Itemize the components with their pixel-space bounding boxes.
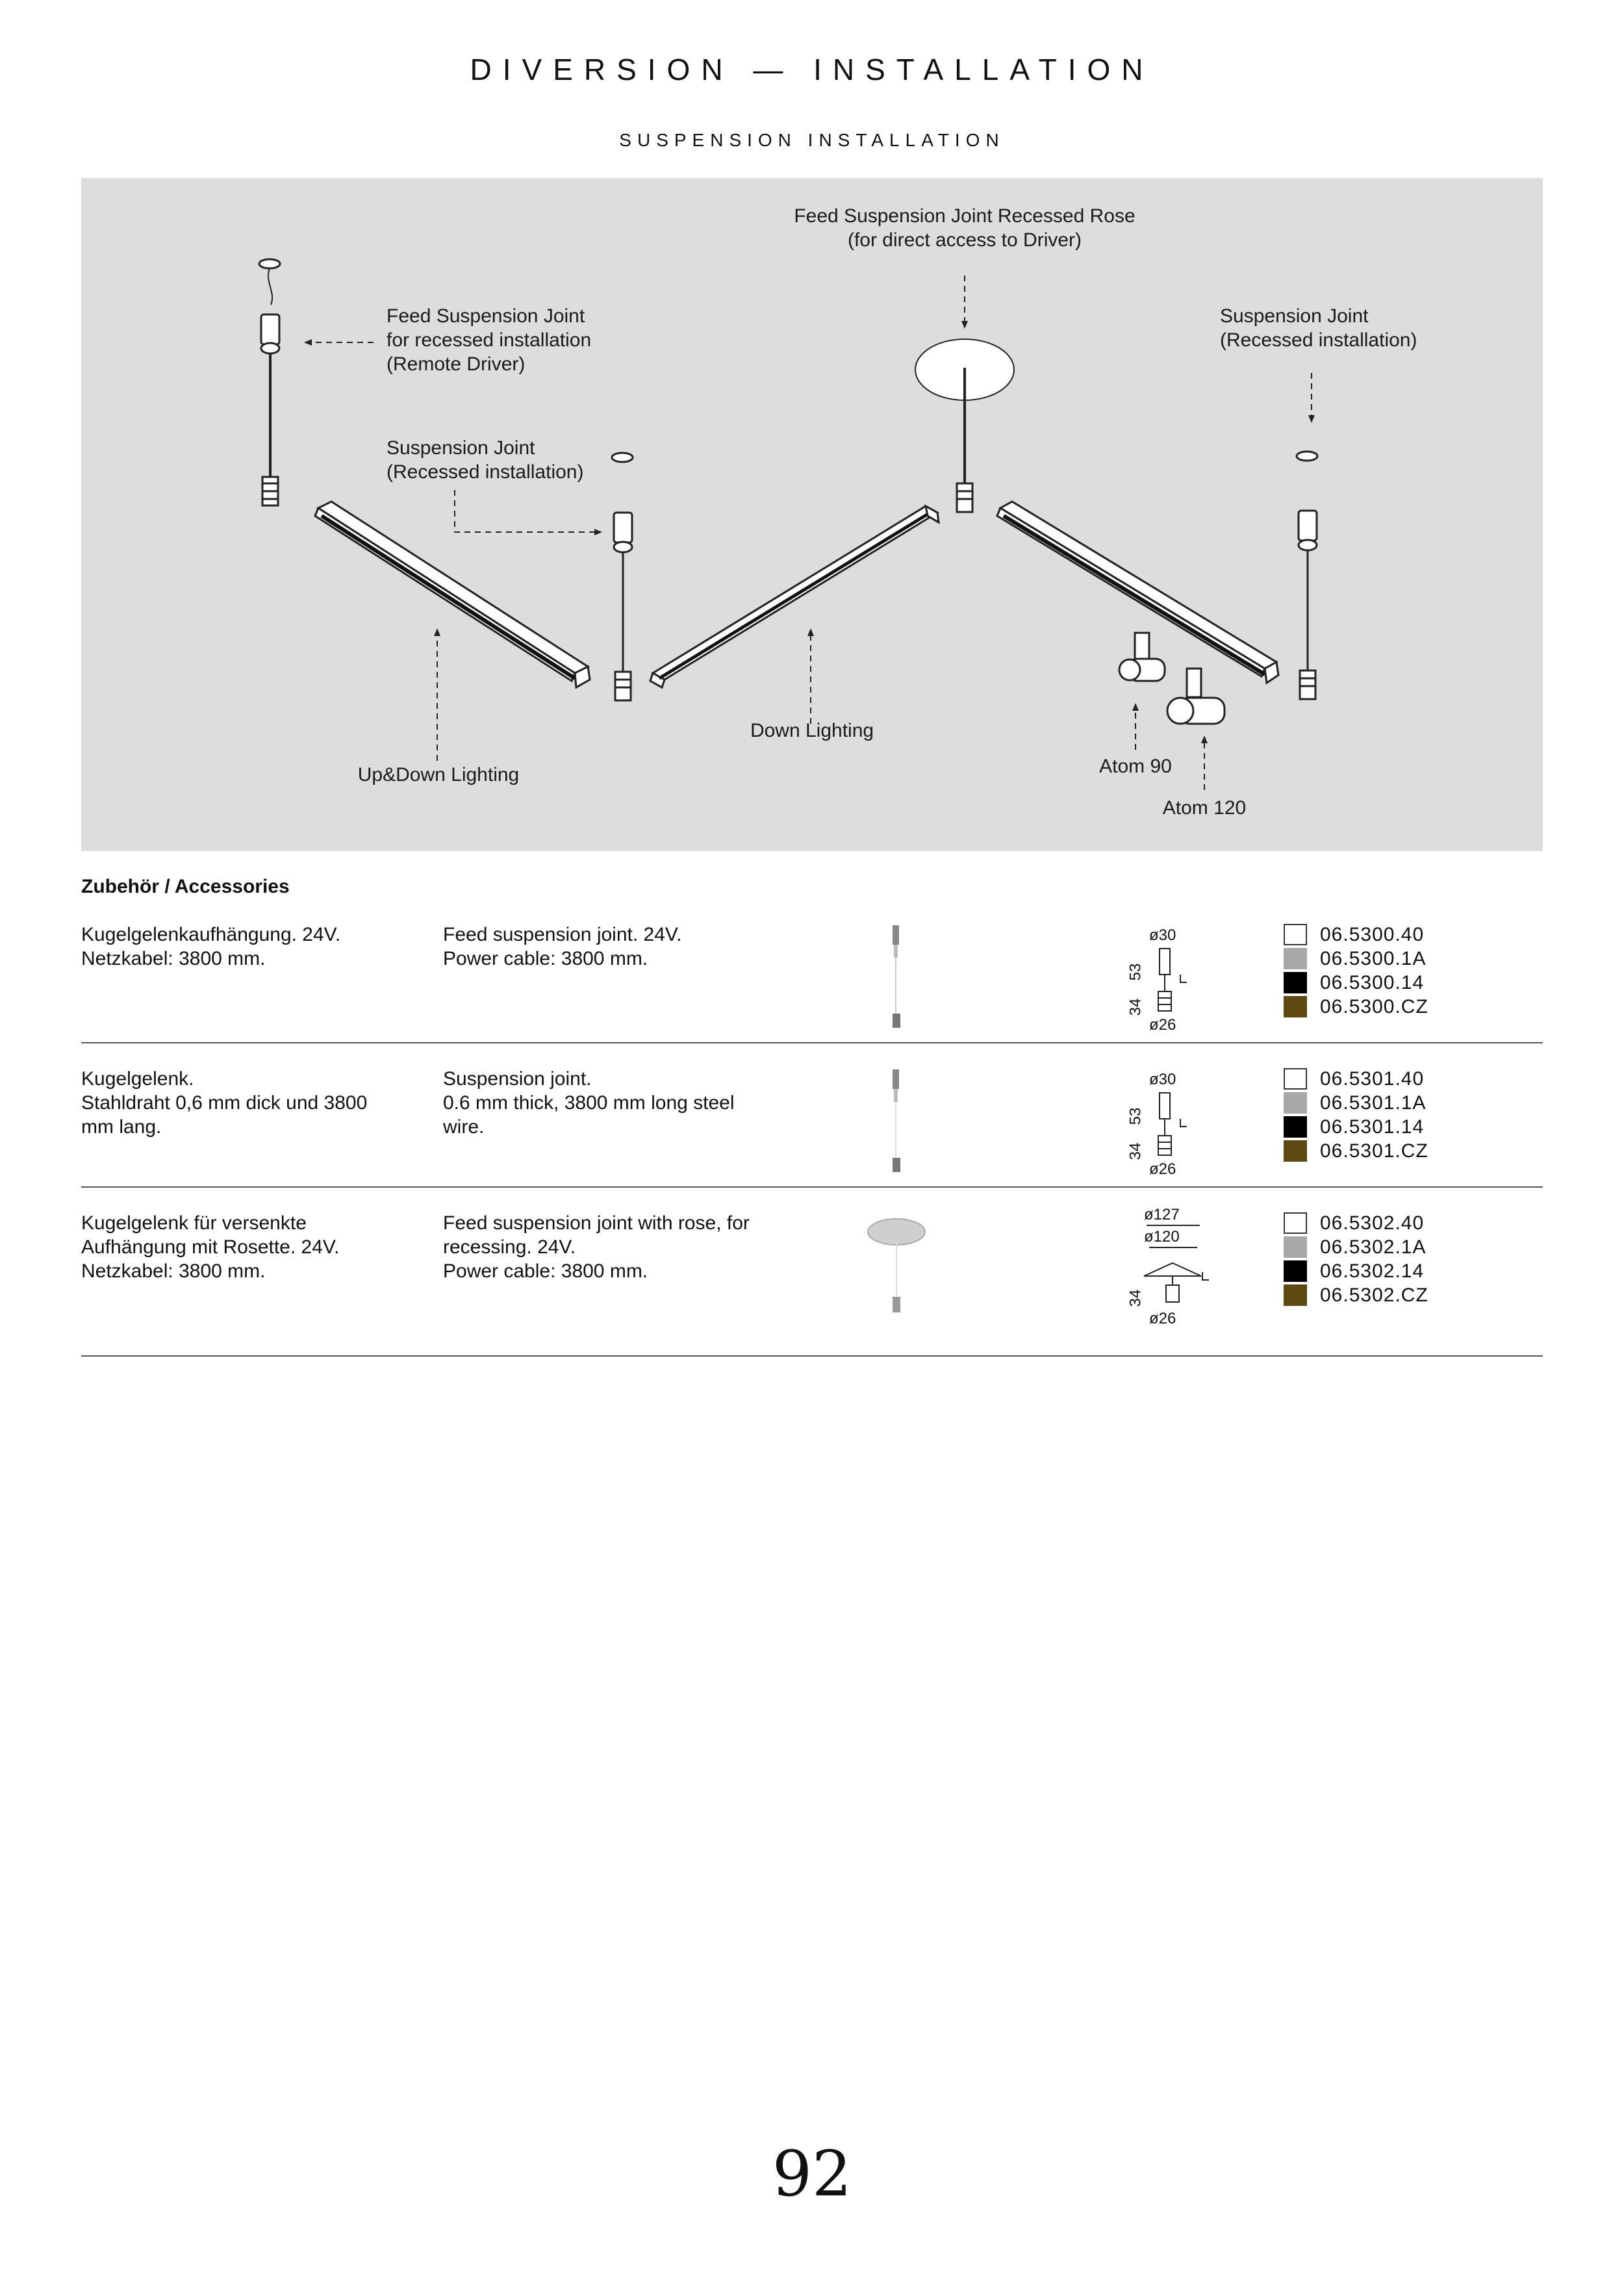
suspension-joint-mid-illustration (612, 453, 633, 700)
dim-bottom: ø26 (1149, 1310, 1176, 1327)
suspension-joint-right-illustration (1297, 452, 1317, 699)
dimension-drawing (1126, 926, 1205, 1037)
product-code: 06.5302.CZ (1320, 1284, 1428, 1306)
row-de-line: Stahldraht 0,6 mm dick und 3800 (81, 1092, 368, 1114)
row-de-line: mm lang. (81, 1116, 162, 1138)
row-de-line: Kugelgelenkaufhängung. 24V. (81, 924, 341, 945)
label-down-lighting: Down Lighting (750, 720, 874, 741)
updown-profile-illustration (315, 502, 590, 687)
row-divider (81, 1186, 1543, 1188)
down-profile-illustration (650, 506, 939, 687)
dim-height-upper: 53 (1126, 963, 1145, 981)
swatch-grey (1284, 1236, 1307, 1258)
row-de-line: Kugelgelenk für versenkte (81, 1212, 307, 1234)
row-de-line: Aufhängung mit Rosette. 24V. (81, 1236, 340, 1258)
swatch-grey (1284, 1092, 1307, 1114)
row-en-line: recessing. 24V. (443, 1236, 576, 1258)
dim-top-inner: ø120 (1144, 1228, 1180, 1246)
row-de-line: Kugelgelenk. (81, 1068, 194, 1090)
dim-sketch (1152, 946, 1191, 1017)
row-divider (81, 1042, 1543, 1043)
feed-suspension-joint-illustration (259, 259, 280, 505)
row-en-text (443, 923, 682, 971)
label-feed-rose-line1: Feed Suspension Joint Recessed Rose (794, 205, 1136, 227)
label-feed-rose-line2: (for direct access to Driver) (847, 229, 1082, 251)
product-code: 06.5301.14 (1320, 1116, 1425, 1138)
label-updown-lighting: Up&Down Lighting (357, 764, 520, 786)
dimension-drawing (1126, 1071, 1205, 1181)
dim-bottom: ø26 (1149, 1016, 1176, 1034)
product-code: 06.5301.40 (1320, 1068, 1425, 1090)
product-code: 06.5300.40 (1320, 924, 1425, 945)
label-atom90: Atom 90 (1099, 756, 1172, 777)
product-photo (883, 923, 909, 1033)
label-feed-joint-line2: for recessed installation (387, 329, 592, 351)
swatch-white (1284, 1212, 1307, 1234)
swatch-bronze (1284, 996, 1307, 1017)
dim-sketch (1152, 1090, 1191, 1162)
product-code: 06.5300.CZ (1320, 996, 1428, 1017)
product-photo (864, 1212, 929, 1316)
label-susp-right-line1: Suspension Joint (1220, 305, 1369, 327)
dimension-drawing (1126, 1206, 1218, 1329)
label-feed-joint-line1: Feed Suspension Joint (387, 305, 585, 327)
product-code: 06.5302.14 (1320, 1260, 1425, 1282)
row-en-line: Power cable: 3800 mm. (443, 948, 648, 969)
row-en-line: wire. (443, 1116, 485, 1138)
swatch-bronze (1284, 1140, 1307, 1162)
dim-bottom: ø26 (1149, 1160, 1176, 1178)
row-en-line: Feed suspension joint with rose, for (443, 1212, 750, 1234)
swatch-black (1284, 972, 1307, 993)
dim-height-lower: 34 (1126, 1142, 1145, 1160)
dim-height-upper: 53 (1126, 1107, 1145, 1125)
label-susp-mid (387, 436, 583, 484)
swatch-bronze (1284, 1284, 1307, 1306)
row-de-line: Netzkabel: 3800 mm. (81, 948, 266, 969)
label-susp-mid-line2: (Recessed installation) (387, 461, 584, 483)
dim-top: ø127 (1144, 1206, 1180, 1223)
installation-diagram (81, 178, 1543, 851)
product-code: 06.5300.14 (1320, 972, 1425, 993)
dim-sketch (1140, 1223, 1212, 1307)
dim-height-lower: 34 (1126, 998, 1145, 1016)
label-feed-joint (387, 304, 591, 376)
dim-height-lower: 34 (1126, 1289, 1145, 1307)
row-en-text (443, 1211, 750, 1283)
product-photo (883, 1067, 909, 1177)
row-de-text (81, 1211, 340, 1283)
row-de-line: Netzkabel: 3800 mm. (81, 1260, 266, 1282)
row-en-text (443, 1067, 735, 1139)
product-code: 06.5300.1A (1320, 948, 1427, 969)
swatch-grey (1284, 948, 1307, 969)
swatch-white (1284, 924, 1307, 945)
product-code: 06.5302.1A (1320, 1236, 1427, 1258)
swatch-white (1284, 1068, 1307, 1090)
dim-top: ø30 (1149, 1071, 1176, 1088)
row-de-text (81, 923, 340, 971)
row-en-line: Suspension joint. (443, 1068, 592, 1090)
label-atom120: Atom 120 (1162, 797, 1247, 819)
accessories-heading: Zubehör / Accessories (81, 876, 290, 897)
product-code: 06.5301.CZ (1320, 1140, 1428, 1162)
row-en-line: 0.6 mm thick, 3800 mm long steel (443, 1092, 735, 1114)
section-subtitle: SUSPENSION INSTALLATION (619, 130, 1005, 150)
recessed-rose-illustration (915, 339, 1014, 512)
row-en-line: Power cable: 3800 mm. (443, 1260, 648, 1282)
label-susp-right-line2: (Recessed installation) (1220, 329, 1417, 351)
label-feed-rose (763, 204, 1166, 252)
label-susp-mid-line1: Suspension Joint (387, 437, 535, 459)
page-number: 92 (772, 2138, 852, 2210)
row-en-line: Feed suspension joint. 24V. (443, 924, 682, 945)
page-title: DIVERSION — INSTALLATION (470, 53, 1154, 86)
diagram-illustration (81, 178, 1543, 851)
product-code: 06.5301.1A (1320, 1092, 1427, 1114)
dim-top: ø30 (1149, 926, 1176, 944)
row-de-text (81, 1067, 367, 1139)
swatch-black (1284, 1260, 1307, 1282)
swatch-black (1284, 1116, 1307, 1138)
label-feed-joint-line3: (Remote Driver) (387, 353, 526, 375)
product-code: 06.5302.40 (1320, 1212, 1425, 1234)
row-divider (81, 1355, 1543, 1357)
label-susp-right (1220, 304, 1417, 352)
